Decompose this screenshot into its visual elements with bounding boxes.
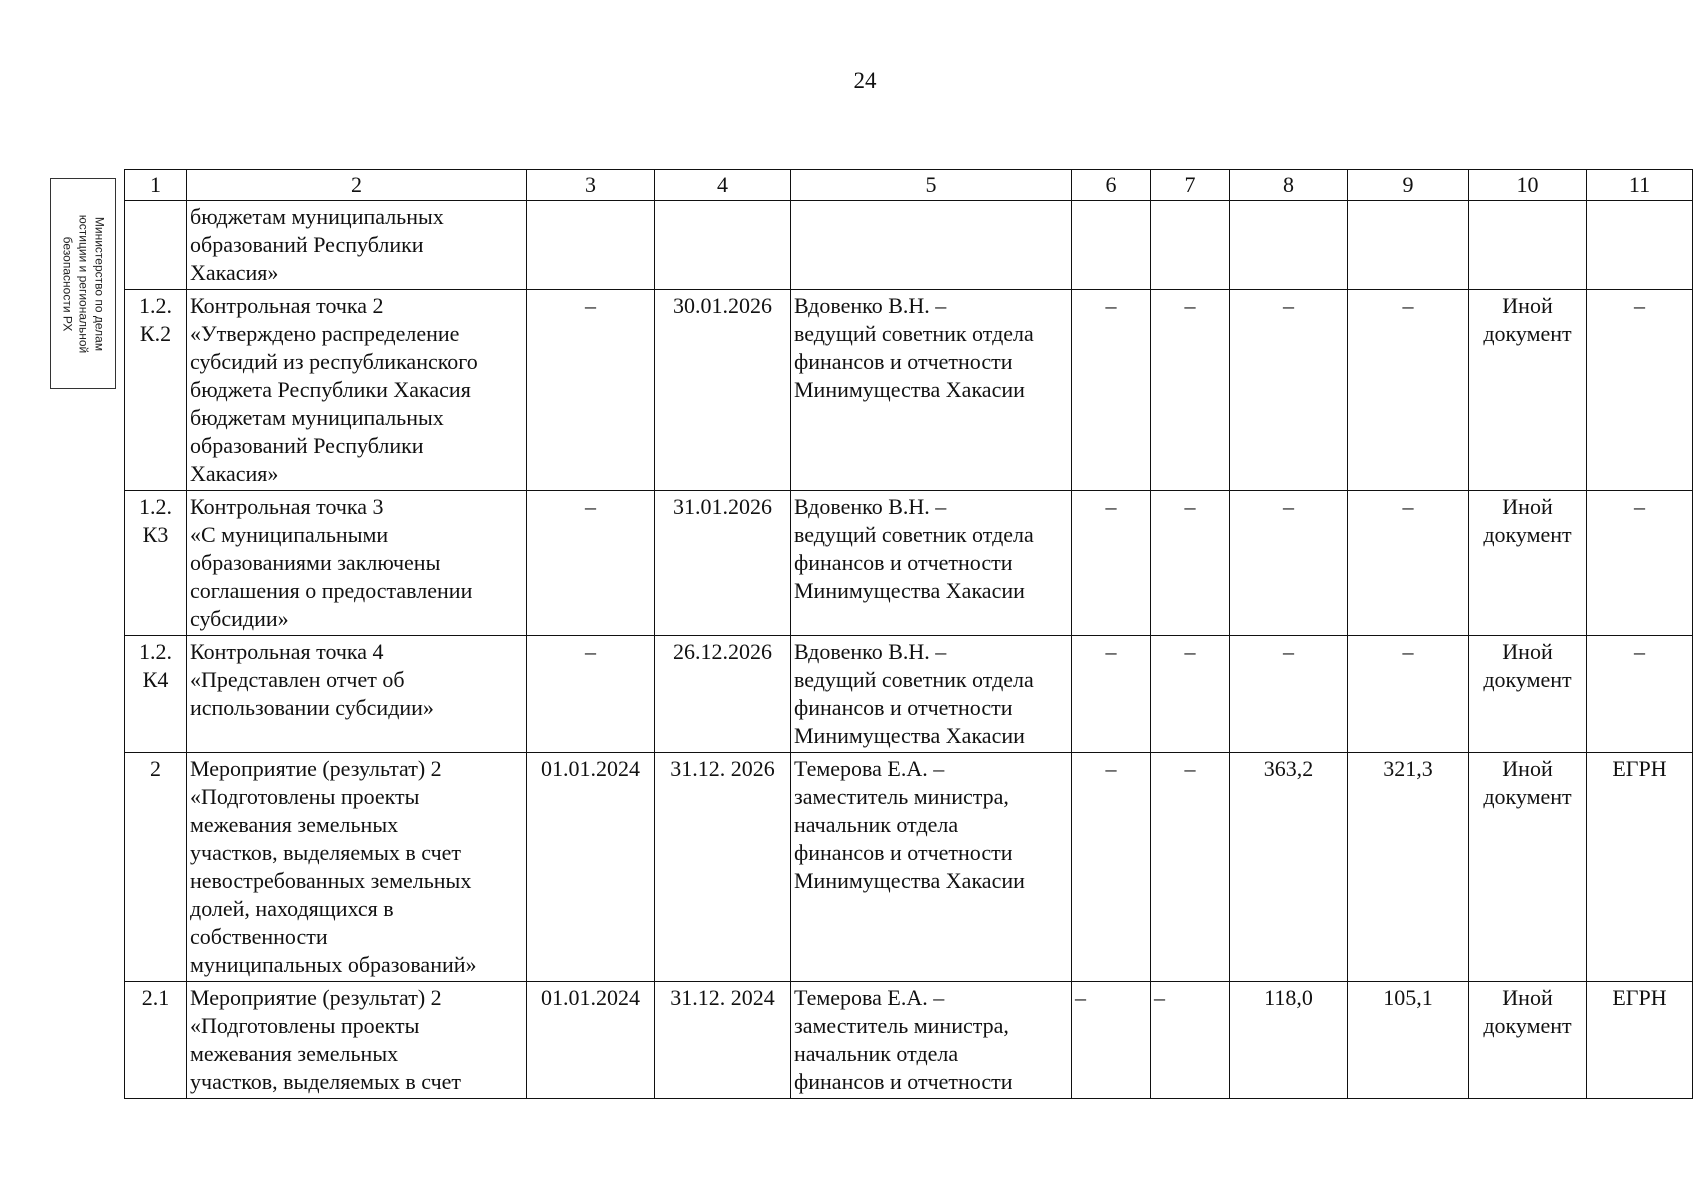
- table-row: [125, 201, 1693, 290]
- column-8-cell: 118,0: [1230, 982, 1348, 1099]
- column-6-cell: –: [1072, 982, 1151, 1099]
- column-header: 4: [655, 170, 791, 201]
- stamp-line: юстиции и региональной: [76, 214, 91, 353]
- page-number: 24: [853, 68, 877, 93]
- row-number-cell: 1.2. К3: [125, 491, 187, 636]
- column-8-cell: –: [1230, 290, 1348, 491]
- end-date-cell: 30.01.2026: [655, 290, 791, 491]
- registration-stamp: [50, 178, 116, 389]
- column-header: 9: [1348, 170, 1469, 201]
- column-header: 7: [1151, 170, 1230, 201]
- column-8-cell: 363,2: [1230, 753, 1348, 982]
- column-7-cell: –: [1151, 491, 1230, 636]
- end-date-cell: [655, 201, 791, 290]
- end-date-cell: 31.12. 2026: [655, 753, 791, 982]
- column-9-cell: 321,3: [1348, 753, 1469, 982]
- column-9-cell: –: [1348, 290, 1469, 491]
- column-7-cell: –: [1151, 982, 1230, 1099]
- stamp-line: безопасности РХ: [60, 236, 75, 331]
- column-6-cell: [1072, 201, 1151, 290]
- column-6-cell: –: [1072, 753, 1151, 982]
- column-6-cell: –: [1072, 290, 1151, 491]
- measure-name-cell: Контрольная точка 2 «Утверждено распределение субсидий из республиканского бюджета Республики Хакасия бюджетам муниципальных образований Республики Хакасия»: [187, 290, 527, 491]
- responsible-cell: Вдовенко В.Н. – ведущий советник отдела финансов и отчетности Минимущества Хакасии: [791, 636, 1072, 753]
- table-row: [125, 491, 1693, 636]
- information-system-cell: ЕГРН: [1587, 753, 1693, 982]
- measure-name-cell: Мероприятие (результат) 2 «Подготовлены проекты межевания земельных участков, выделяемых в счет невостребованных земельных долей, находящихся в собственности муниципальных образований»: [187, 753, 527, 982]
- measure-name-cell: бюджетам муниципальных образований Республики Хакасия»: [187, 201, 527, 290]
- column-header: 11: [1587, 170, 1693, 201]
- document-type-cell: Иной документ: [1469, 491, 1587, 636]
- column-header: 8: [1230, 170, 1348, 201]
- table-row: [125, 290, 1693, 491]
- column-header: 1: [125, 170, 187, 201]
- table-row: [125, 982, 1693, 1099]
- start-date-cell: 01.01.2024: [527, 753, 655, 982]
- row-number-cell: [125, 201, 187, 290]
- information-system-cell: ЕГРН: [1587, 982, 1693, 1099]
- measure-name-cell: Контрольная точка 4 «Представлен отчет об использовании субсидии»: [187, 636, 527, 753]
- column-number-row: [125, 170, 1693, 201]
- column-header: 6: [1072, 170, 1151, 201]
- column-header: 10: [1469, 170, 1587, 201]
- column-header: 5: [791, 170, 1072, 201]
- responsible-cell: [791, 201, 1072, 290]
- column-6-cell: –: [1072, 491, 1151, 636]
- start-date-cell: [527, 201, 655, 290]
- start-date-cell: –: [527, 636, 655, 753]
- measure-name-cell: Контрольная точка 3 «С муниципальными образованиями заключены соглашения о предоставлении субсидии»: [187, 491, 527, 636]
- measures-table: [124, 169, 1693, 1099]
- document-type-cell: Иной документ: [1469, 636, 1587, 753]
- row-number-cell: 1.2. К.2: [125, 290, 187, 491]
- column-header: 2: [187, 170, 527, 201]
- start-date-cell: –: [527, 290, 655, 491]
- start-date-cell: –: [527, 491, 655, 636]
- column-9-cell: –: [1348, 636, 1469, 753]
- row-number-cell: 1.2. К4: [125, 636, 187, 753]
- information-system-cell: [1587, 201, 1693, 290]
- document-type-cell: Иной документ: [1469, 753, 1587, 982]
- end-date-cell: 31.01.2026: [655, 491, 791, 636]
- column-7-cell: –: [1151, 636, 1230, 753]
- information-system-cell: –: [1587, 290, 1693, 491]
- responsible-cell: Вдовенко В.Н. – ведущий советник отдела финансов и отчетности Минимущества Хакасии: [791, 290, 1072, 491]
- table-row: [125, 636, 1693, 753]
- row-number-cell: 2.1: [125, 982, 187, 1099]
- document-type-cell: [1469, 201, 1587, 290]
- column-7-cell: [1151, 201, 1230, 290]
- column-8-cell: –: [1230, 491, 1348, 636]
- information-system-cell: –: [1587, 491, 1693, 636]
- end-date-cell: 26.12.2026: [655, 636, 791, 753]
- column-7-cell: –: [1151, 753, 1230, 982]
- measure-name-cell: Мероприятие (результат) 2 «Подготовлены проекты межевания земельных участков, выделяемых в счет: [187, 982, 527, 1099]
- document-type-cell: Иной документ: [1469, 982, 1587, 1099]
- responsible-cell: Вдовенко В.Н. – ведущий советник отдела финансов и отчетности Минимущества Хакасии: [791, 491, 1072, 636]
- stamp-line: Министерство по делам: [92, 216, 107, 351]
- responsible-cell: Темерова Е.А. – заместитель министра, начальник отдела финансов и отчетности Минимущества Хакасии: [791, 753, 1072, 982]
- column-8-cell: –: [1230, 636, 1348, 753]
- end-date-cell: 31.12. 2024: [655, 982, 791, 1099]
- column-8-cell: [1230, 201, 1348, 290]
- information-system-cell: –: [1587, 636, 1693, 753]
- column-6-cell: –: [1072, 636, 1151, 753]
- column-9-cell: [1348, 201, 1469, 290]
- column-header: 3: [527, 170, 655, 201]
- column-9-cell: –: [1348, 491, 1469, 636]
- stamp-text: [59, 214, 107, 353]
- row-number-cell: 2: [125, 753, 187, 982]
- table-body: [125, 170, 1693, 1099]
- table-row: [125, 753, 1693, 982]
- column-7-cell: –: [1151, 290, 1230, 491]
- start-date-cell: 01.01.2024: [527, 982, 655, 1099]
- column-9-cell: 105,1: [1348, 982, 1469, 1099]
- document-type-cell: Иной документ: [1469, 290, 1587, 491]
- responsible-cell: Темерова Е.А. – заместитель министра, начальник отдела финансов и отчетности: [791, 982, 1072, 1099]
